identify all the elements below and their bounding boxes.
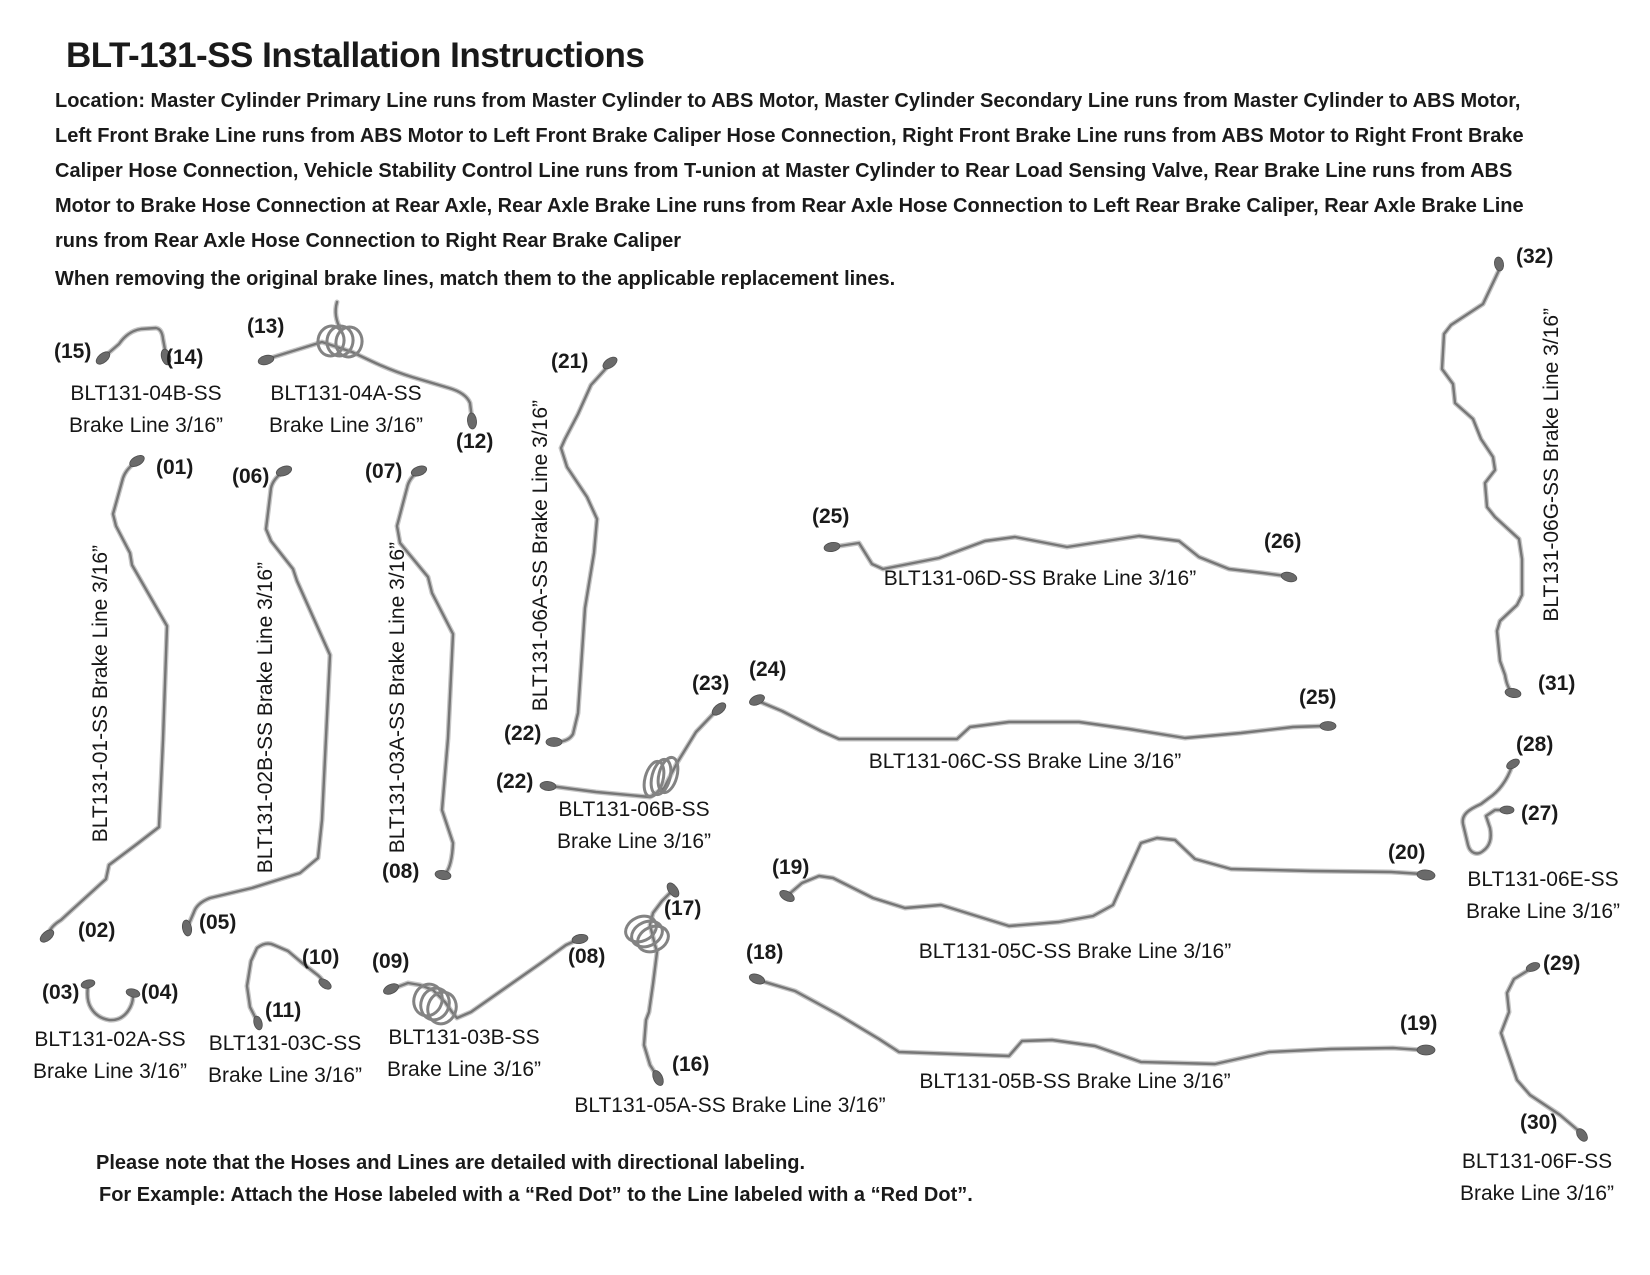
part-line-blt131-06a-ss <box>546 355 619 747</box>
removal-note: When removing the original brake lines, match them to the applicable replacement lines. <box>55 268 896 290</box>
callout-06a-22: (22) <box>504 722 542 745</box>
part-label-06d: BLT131-06D-SS Brake Line 3/16” <box>883 567 1197 590</box>
callout-03c-10: (10) <box>302 946 340 969</box>
callout-06b-23: (23) <box>692 672 730 695</box>
part-label-06g: BLT131-06G-SS Brake Line 3/16” <box>1540 308 1563 622</box>
part-label-04b: BLT131-04B-SS Brake Line 3/16” <box>68 382 224 437</box>
callout-06c-25: (25) <box>1299 686 1337 709</box>
part-label-06e: BLT131-06E-SS Brake Line 3/16” <box>1465 868 1621 923</box>
callout-02b-06: (06) <box>232 465 270 488</box>
callout-06g-32: (32) <box>1516 245 1554 268</box>
location-paragraph: Location: Master Cylinder Primary Line runs from Master Cylinder to ABS Motor, Master Cylinder Secondary Line runs from Master Cylinder to ABS Motor, Left Front Brake Line runs from ABS Motor to Left Front Brake Caliper Hose Connection, Right Front Brake Line runs from ABS Motor to Right Front Brake Caliper Hose Connection, Vehicle Stability Control Line runs from T-union at Master Cylinder to Rear Load Sensing Valve, Rear Brake Line runs from ABS Motor to Brake Hose Connection at Rear Axle, Rear Axle Brake Line runs from Rear Axle Hose Connection to Left Rear Brake Caliper, Rear Axle Brake Line runs from Rear Axle Hose Connection to Right Rear Brake Caliper <box>55 90 1524 252</box>
callout-06g-31: (31) <box>1538 672 1576 695</box>
part-label-05a: BLT131-05A-SS Brake Line 3/16” <box>574 1094 886 1117</box>
footer-note-2: For Example: Attach the Hose labeled with a “Red Dot” to the Line labeled with a “Red Dot”. <box>99 1184 973 1206</box>
part-label-03a: BLT131-03A-SS Brake Line 3/16” <box>386 542 409 854</box>
callout-05c-20: (20) <box>1388 841 1426 864</box>
part-line-blt131-05c-ss <box>778 838 1436 926</box>
part-label-03b: BLT131-03B-SS Brake Line 3/16” <box>386 1026 542 1081</box>
callout-06c-24: (24) <box>749 658 787 681</box>
part-line-blt131-06g-ss <box>1442 256 1522 698</box>
callout-03b-08: (08) <box>568 945 606 968</box>
callout-05a-16: (16) <box>672 1053 710 1076</box>
part-line-blt131-06b-ss <box>540 700 728 798</box>
part-label-04a: BLT131-04A-SS Brake Line 3/16” <box>268 382 424 437</box>
part-label-05c: BLT131-05C-SS Brake Line 3/16” <box>918 940 1232 963</box>
part-label-06f: BLT131-06F-SS Brake Line 3/16” <box>1459 1150 1615 1205</box>
callout-06a-21: (21) <box>551 350 589 373</box>
footer-note-1: Please note that the Hoses and Lines are detailed with directional labeling. <box>96 1152 806 1174</box>
callout-06f-30: (30) <box>1520 1111 1558 1134</box>
callout-04a-12: (12) <box>456 430 494 453</box>
callout-04b-14: (14) <box>166 346 204 369</box>
callout-03c-11: (11) <box>265 999 302 1022</box>
callout-04a-13: (13) <box>247 315 285 338</box>
page-title: BLT-131-SS Installation Instructions <box>66 36 645 75</box>
part-label-05b: BLT131-05B-SS Brake Line 3/16” <box>919 1070 1231 1093</box>
callout-06b-22: (22) <box>496 770 534 793</box>
callout-02a-03: (03) <box>42 981 80 1004</box>
callout-01-01: (01) <box>156 456 194 479</box>
callout-05b-19: (19) <box>1400 1012 1438 1035</box>
part-label-01: BLT131-01-SS Brake Line 3/16” <box>89 545 112 843</box>
part-line-blt131-06e-ss <box>1463 757 1521 853</box>
part-label-02a: BLT131-02A-SS Brake Line 3/16” <box>32 1028 188 1083</box>
part-label-06b: BLT131-06B-SS Brake Line 3/16” <box>556 798 712 853</box>
callout-03a-07: (07) <box>365 460 403 483</box>
callout-03b-09: (09) <box>372 950 410 973</box>
callout-03a-08: (08) <box>382 860 420 883</box>
callout-01-02: (02) <box>78 919 116 942</box>
callout-06f-29: (29) <box>1543 952 1581 975</box>
callout-06e-28: (28) <box>1516 733 1554 756</box>
part-line-blt131-04b-ss <box>94 328 172 367</box>
callout-06d-26: (26) <box>1264 530 1302 553</box>
callout-05c-19: (19) <box>772 856 810 879</box>
callout-06e-27: (27) <box>1521 802 1559 825</box>
part-line-blt131-02a-ss <box>80 978 141 1020</box>
part-label-02b: BLT131-02B-SS Brake Line 3/16” <box>254 562 277 874</box>
part-label-03c: BLT131-03C-SS Brake Line 3/16” <box>207 1032 363 1087</box>
callout-06d-25: (25) <box>812 505 850 528</box>
part-line-blt131-05b-ss <box>748 972 1438 1064</box>
callout-02a-04: (04) <box>141 981 179 1004</box>
part-line-blt131-06c-ss <box>748 693 1336 739</box>
callout-02b-05: (05) <box>199 911 237 934</box>
callout-05a-17: (17) <box>664 897 702 920</box>
callout-04b-15: (15) <box>54 340 92 363</box>
part-label-06c: BLT131-06C-SS Brake Line 3/16” <box>868 750 1182 773</box>
callout-05b-18: (18) <box>746 941 784 964</box>
part-label-06a: BLT131-06A-SS Brake Line 3/16” <box>529 400 552 712</box>
part-line-blt131-03b-ss <box>382 933 589 1028</box>
